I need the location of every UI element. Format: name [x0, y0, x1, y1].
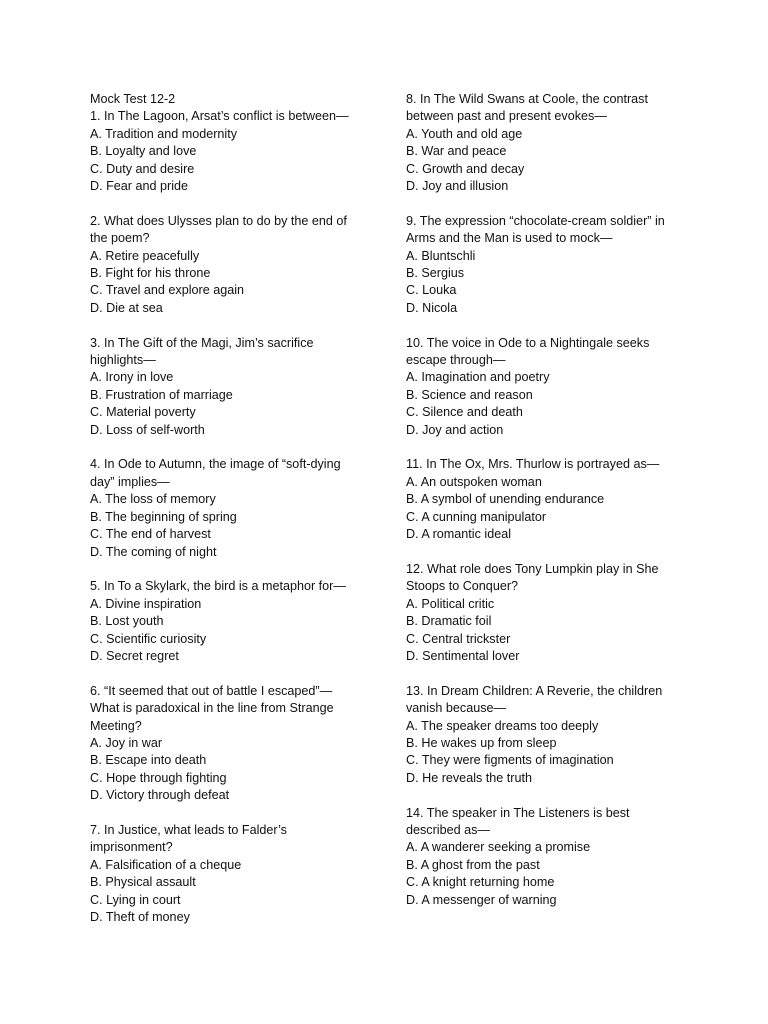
answer-option: D. Theft of money — [90, 910, 190, 924]
answer-option: A. Bluntschli — [406, 248, 476, 263]
answer-option: D. Die at sea — [90, 300, 163, 315]
question-block — [90, 683, 380, 805]
answer-option: D. Joy and action — [406, 422, 504, 437]
question-text: the poem? — [90, 231, 150, 246]
answer-option: B. A symbol of unending endurance — [406, 492, 605, 507]
answer-option: D. A messenger of warning — [406, 892, 557, 907]
right-question-list — [406, 91, 696, 909]
answer-option: A. Tradition and modernity — [90, 126, 238, 141]
answer-option: D. A romantic ideal — [406, 527, 511, 542]
answer-option: D. He reveals the truth — [406, 770, 532, 785]
question-text: 9. The expression “chocolate-cream soldier” in — [406, 213, 665, 228]
answer-option: B. Dramatic foil — [406, 614, 492, 629]
question-text: Stoops to Conquer? — [406, 579, 519, 594]
answer-option: B. A ghost from the past — [406, 857, 540, 872]
answer-option: B. Science and reason — [406, 387, 533, 402]
answer-option: C. They were figments of imagination — [406, 753, 614, 768]
answer-option: D. Secret regret — [90, 648, 179, 663]
question-block — [406, 213, 696, 317]
answer-option: D. Loss of self-worth — [90, 422, 205, 437]
answer-option: C. Central trickster — [406, 631, 511, 646]
answer-option: D. Victory through defeat — [90, 788, 230, 803]
right-column — [406, 91, 696, 926]
answer-option: C. Scientific curiosity — [90, 631, 207, 646]
answer-option: A. Imagination and poetry — [406, 370, 550, 385]
answer-option: A. Youth and old age — [406, 126, 523, 141]
answer-option: B. Escape into death — [90, 753, 207, 768]
answer-option: B. Frustration of marriage — [90, 387, 233, 402]
answer-option: B. He wakes up from sleep — [406, 735, 557, 750]
answer-option: A. An outspoken woman — [406, 474, 542, 489]
question-text: 7. In Justice, what leads to Falder’s — [90, 822, 287, 837]
answer-option: A. The speaker dreams too deeply — [406, 718, 599, 733]
answer-option: C. A knight returning home — [406, 875, 555, 890]
question-text: vanish because— — [406, 701, 507, 716]
answer-option: D. Joy and illusion — [406, 179, 509, 194]
question-block — [90, 213, 380, 317]
answer-option: A. Divine inspiration — [90, 596, 202, 611]
question-text: 12. What role does Tony Lumpkin play in She — [406, 561, 659, 576]
answer-option: C. Travel and explore again — [90, 283, 245, 298]
document-title: Mock Test 12-2 — [90, 92, 176, 106]
answer-option: A. Irony in love — [90, 370, 174, 385]
answer-option: A. Political critic — [406, 596, 495, 611]
answer-option: D. Fear and pride — [90, 179, 189, 194]
answer-option: B. Fight for his throne — [90, 266, 211, 281]
answer-option: C. Growth and decay — [406, 161, 525, 176]
answer-option: A. A wanderer seeking a promise — [406, 840, 591, 855]
question-text: 4. In Ode to Autumn, the image of “soft-dying — [90, 457, 341, 472]
question-text: 5. In To a Skylark, the bird is a metaphor for— — [90, 579, 346, 594]
answer-option: B. Sergius — [406, 266, 465, 281]
answer-option: A. Falsification of a cheque — [90, 857, 242, 872]
answer-option: C. Louka — [406, 283, 457, 298]
question-text: 6. “It seemed that out of battle I escaped”— — [90, 683, 333, 698]
question-text: 10. The voice in Ode to a Nightingale seeks — [406, 335, 650, 350]
answer-option: D. Sentimental lover — [406, 648, 520, 663]
answer-option: D. Nicola — [406, 300, 458, 315]
left-column — [90, 91, 380, 944]
answer-option: D. The coming of night — [90, 544, 217, 559]
answer-option: C. Lying in court — [90, 892, 181, 907]
question-block — [406, 561, 696, 665]
question-text: 2. What does Ulysses plan to do by the end of — [90, 213, 347, 228]
answer-option: B. Lost youth — [90, 614, 164, 629]
answer-option: C. Material poverty — [90, 405, 196, 420]
question-text: Meeting? — [90, 718, 142, 733]
question-text: 8. In The Wild Swans at Coole, the contrast — [406, 92, 648, 106]
question-block — [90, 578, 380, 665]
question-text: Arms and the Man is used to mock— — [406, 231, 613, 246]
question-text: What is paradoxical in the line from Strange — [90, 701, 334, 716]
answer-option: A. Joy in war — [90, 735, 163, 750]
answer-option: B. The beginning of spring — [90, 509, 237, 524]
answer-option: B. War and peace — [406, 144, 507, 159]
question-text: described as— — [406, 822, 490, 837]
question-block — [90, 335, 380, 439]
question-block — [406, 683, 696, 787]
question-text: 1. In The Lagoon, Arsat’s conflict is between— — [90, 109, 349, 124]
answer-option: B. Physical assault — [90, 875, 196, 890]
answer-option: C. Duty and desire — [90, 161, 195, 176]
question-text: highlights— — [90, 353, 156, 368]
answer-option: C. Hope through fighting — [90, 770, 227, 785]
question-block — [90, 456, 380, 560]
question-text: imprisonment? — [90, 840, 173, 855]
answer-option: A. The loss of memory — [90, 492, 216, 507]
question-text: 14. The speaker in The Listeners is best — [406, 805, 630, 820]
question-text: between past and present evokes— — [406, 109, 607, 124]
question-text: 3. In The Gift of the Magi, Jim’s sacrifice — [90, 335, 314, 350]
answer-option: C. Silence and death — [406, 405, 523, 420]
answer-option: C. The end of harvest — [90, 527, 211, 542]
answer-option: C. A cunning manipulator — [406, 509, 547, 524]
question-block — [90, 108, 380, 195]
question-text: day” implies— — [90, 474, 170, 489]
question-text: 11. In The Ox, Mrs. Thurlow is portrayed as— — [406, 457, 660, 472]
answer-option: A. Retire peacefully — [90, 248, 200, 263]
question-block — [406, 335, 696, 439]
question-block — [406, 456, 696, 543]
question-block — [406, 805, 696, 909]
question-text: 13. In Dream Children: A Reverie, the children — [406, 683, 663, 698]
left-question-list — [90, 108, 380, 926]
question-block — [90, 822, 380, 926]
answer-option: B. Loyalty and love — [90, 144, 197, 159]
question-block — [406, 91, 696, 195]
question-text: escape through— — [406, 353, 506, 368]
